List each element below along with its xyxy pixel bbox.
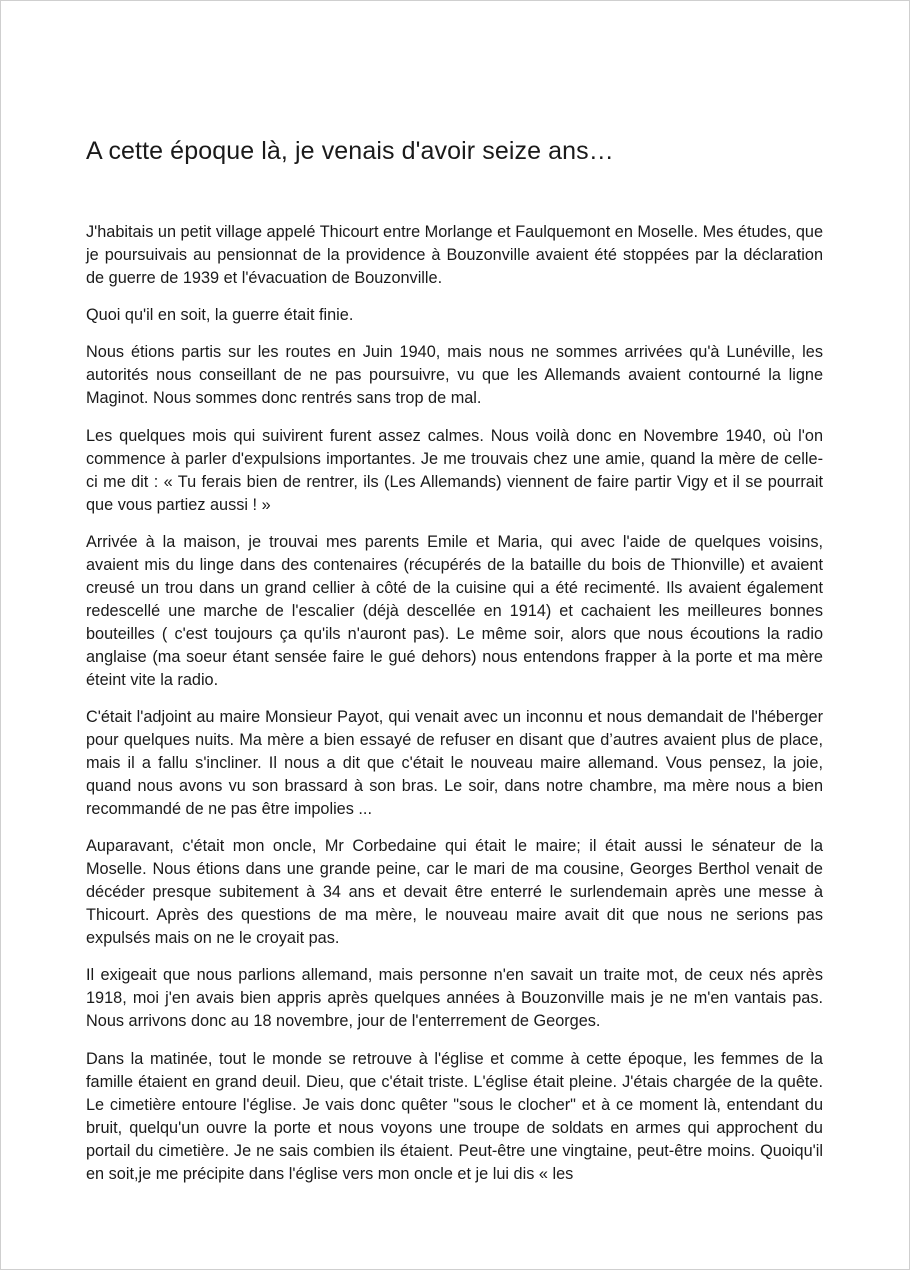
document-title: A cette époque là, je venais d'avoir seize ans… bbox=[86, 137, 614, 165]
paragraph: Quoi qu'il en soit, la guerre était finie. bbox=[86, 306, 354, 325]
paragraph: Dans la matinée, tout le monde se retrouve à l'église et comme à cette époque, les femmes de la famille étaient en grand deuil. Dieu, que c'était triste. L'église était pleine. J'étais chargée de la quête. Le cimetière entoure l'église. Je vais donc quêter "sous le clocher" et à ce moment là, entendant du bruit, quelqu'un ouvre la porte et nous voyons une troupe de soldats en armes qui approchent du portail du cimetière. Je ne sais combien ils étaient. Peut-être une vingtaine, peut-être moins. Quoiqu'il en soit,je me précipite dans l'église vers mon oncle et je lui dis « les bbox=[86, 1049, 823, 1183]
paragraph: C'était l'adjoint au maire Monsieur Payot, qui venait avec un inconnu et nous demandait de l'héberger pour quelques nuits. Ma mère a bien essayé de refuser en disant que d’autres avaient plus de place, mais il a fallu s'incliner. Il nous a dit que c'était le nouveau maire allemand. Vous pensez, la joie, quand nous avons vu son brassard à son bras. Le soir, dans notre chambre, ma mère nous a bien recommandé de ne pas être impolies ... bbox=[86, 707, 823, 818]
body-text bbox=[86, 221, 823, 1186]
paragraph: Les quelques mois qui suivirent furent assez calmes. Nous voilà donc en Novembre 1940, où l'on commence à parler d'expulsions importantes. Je me trouvais chez une amie, quand la mère de celle-ci me dit : « Tu ferais bien de rentrer, ils (Les Allemands) viennent de faire partir Vigy et il se pourrait que vous partiez aussi ! » bbox=[86, 426, 823, 514]
paragraph: Il exigeait que nous parlions allemand, mais personne n'en savait un traite mot, de ceux nés après 1918, moi j'en avais bien appris après quelques années à Bouzonville mais je ne m'en vantais pas. Nous arrivons donc au 18 novembre, jour de l'enterrement de Georges. bbox=[86, 966, 823, 1031]
paragraph: Arrivée à la maison, je trouvai mes parents Emile et Maria, qui avec l'aide de quelques voisins, avaient mis du linge dans des contenaires (récupérés de la bataille du bois de Thionville) et avaient creusé un trou dans un grand cellier à côté de la cuisine qui a été recimenté. Ils avaient également redescellé une marche de l'escalier (déjà descellée en 1914) et cachaient les meilleures bonnes bouteilles ( c'est toujours ça qu'ils n'auront pas). Le même soir, alors que nous écoutions la radio anglaise (ma soeur étant sensée faire le gué dehors) nous entendons frapper à la porte et ma mère éteint vite la radio. bbox=[86, 532, 823, 689]
page-content bbox=[86, 133, 823, 1200]
paragraph: Auparavant, c'était mon oncle, Mr Corbedaine qui était le maire; il était aussi le sénateur de la Moselle. Nous étions dans une grande peine, car le mari de ma cousine, Georges Berthol venait de décéder presque subitement à 34 ans et devait être enterré le surlendemain après une messe à Thicourt. Après des questions de ma mère, le nouveau maire avait dit que nous ne serions pas expulsés mais on ne le croyait pas. bbox=[86, 837, 823, 948]
paragraph: Nous étions partis sur les routes en Juin 1940, mais nous ne sommes arrivées qu'à Lunéville, les autorités nous conseillant de ne pas poursuivre, vu que les Allemands avaient contourné la ligne Maginot. Nous sommes donc rentrés sans trop de mal. bbox=[86, 343, 823, 408]
paragraph: J'habitais un petit village appelé Thicourt entre Morlange et Faulquemont en Moselle. Mes études, que je poursuivais au pensionnat de la providence à Bouzonville avaient été stoppées par la déclaration de guerre de 1939 et l'évacuation de Bouzonville. bbox=[86, 223, 823, 287]
